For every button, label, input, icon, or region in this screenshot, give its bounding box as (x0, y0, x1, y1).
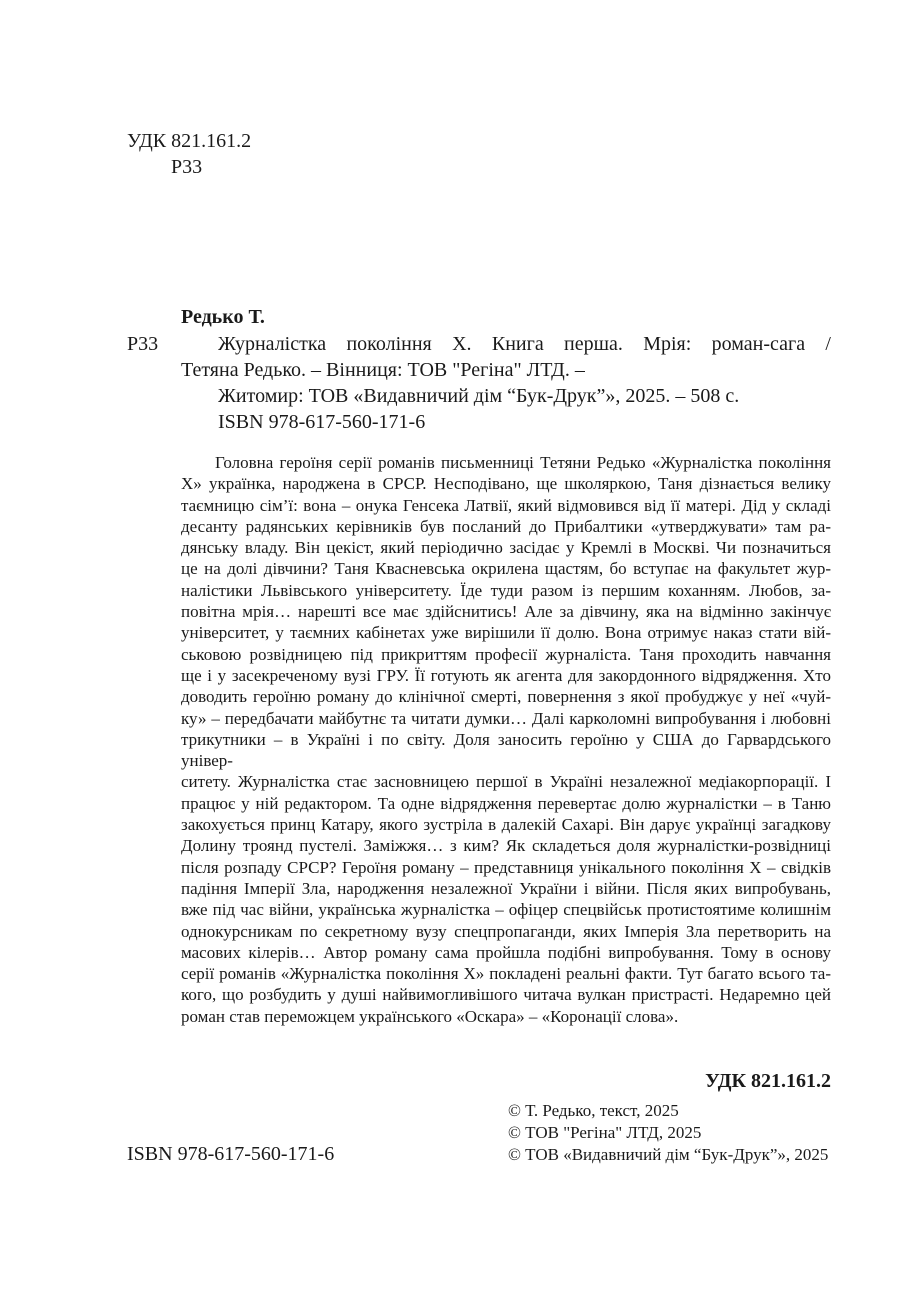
author-heading: Редько Т. (181, 306, 265, 328)
author-code-top: Р33 (171, 156, 203, 178)
udk-index-top: УДК 821.161.2 (127, 130, 252, 152)
annotation-line: університет, у таємних кабінетах уже вирішили її долю. Вона отримує наказ стати вій- (181, 623, 831, 643)
annotation-line: Долину троянд пустелі. Заміжжя… з ким? Як складеться доля журналістки-розвідниці (181, 836, 831, 856)
annotation-line: доводить героїню роману до клінічної смерті, повернення з якої пробуджує у неї «чуй- (181, 687, 831, 707)
bibliographic-record (181, 331, 831, 435)
copyright-line: © Т. Редько, текст, 2025 (508, 1101, 679, 1120)
annotation-line: ку» – передбачати майбутнє та читати думки… Далі карколомні випробування і любовні (181, 708, 831, 728)
annotation-line: ситету. Журналістка стає засновницею першої в Україні незалежної медіакорпорації. І (181, 772, 831, 792)
annotation-line: закохується принц Катару, якого зустріла в далекій Сахарі. Він дарує українці загадкову (181, 815, 831, 835)
isbn-line: ISBN 978-617-560-171-6 (218, 411, 426, 433)
annotation-line: повітна мрія… нарешті все має здійснитись! Але за дівчину, яка на відмінно закінчує (181, 602, 831, 622)
annotation-line: налістики Львівського університету. Їде туди разом із першим коханням. Любов, за- (181, 580, 831, 600)
annotation-line: вже під час війни, українська журналістка – офіцер спецвійськ протистоятиме колишнім (181, 900, 831, 920)
annotation-line: Х» українка, народжена в СРСР. Несподівано, ще школяркою, Таня дізнається велику (181, 474, 831, 494)
biblio-line: Журналістка покоління Х. Книга перша. Мрія: роман-сага / (218, 333, 831, 355)
annotation-line: після розпаду СРСР? Героїня роману – представниця унікального покоління Х – свідків (181, 857, 831, 877)
author-code-card: Р33 (127, 333, 159, 355)
biblio-line: Житомир: ТОВ «Видавничий дім “Бук-Друк”», 2025. – 508 с. (218, 385, 740, 407)
udk-index-bottom: УДК 821.161.2 (705, 1070, 831, 1092)
biblio-line: Тетяна Редько. – Вінниця: ТОВ "Регіна" ЛТД. – (181, 359, 585, 381)
annotation-line: однокурсникам по секретному вузу спецпропаганди, яких Імперія Зла перетворить на (181, 921, 831, 941)
annotation-line: ськовою розвідницею під прикриттям професії журналіста. Таня проходить навчання (181, 644, 831, 664)
annotation-line: серії романів «Журналістка покоління Х» покладені реальні факти. Тут багато всього та- (181, 964, 831, 984)
annotation-line: кого, що розбудить у душі найвимогливішого читача вулкан пристрасті. Недаремно цей (181, 985, 831, 1005)
annotation-line: Головна героїня серії романів письменниці Тетяни Редько «Журналістка покоління (215, 453, 831, 472)
annotation-line: це на долі дівчини? Таня Квасневська окрилена щастям, бо вступає на факультет жур- (181, 559, 831, 579)
annotation-line: працює у ній редактором. Та одне відрядження перевертає долю журналістки – в Таню (181, 793, 831, 813)
annotation-line: трикутники – в Україні і по світу. Доля заносить героїню у США до Гарвардського універ- (181, 729, 831, 771)
copyright-block (508, 1100, 828, 1166)
annotation-line: ще і у засекреченому вузі ГРУ. Її готують як агента для закордонного відрядження. Хто (181, 665, 831, 685)
annotation-line: масових кілерів… Автор роману сама пройшла подібні випробування. Тому в основу (181, 942, 831, 962)
annotation-line: роман став переможцем українського «Оскара» – «Коронації слова». (181, 1006, 679, 1026)
annotation-line: падіння Імперії Зла, народження незалежної України і війни. Після яких випробувань, (181, 878, 831, 898)
copyright-line: © ТОВ "Регіна" ЛТД, 2025 (508, 1123, 702, 1142)
annotation (181, 452, 831, 1027)
annotation-line: десанту радянських керівників був посланий до Прибалтики «утверджувати» там ра- (181, 516, 831, 536)
isbn-bottom: ISBN 978-617-560-171-6 (127, 1143, 335, 1165)
annotation-line: дянську владу. Він цекіст, який періодично засідає у Кремлі в Москві. Чи позначиться (181, 538, 831, 558)
copyright-line: © ТОВ «Видавничий дім “Бук-Друк”», 2025 (508, 1145, 829, 1164)
annotation-line: таємницю сім’ї: вона – онука Генсека Латвії, який відмовився від її матері. Дід у складі (181, 495, 831, 515)
